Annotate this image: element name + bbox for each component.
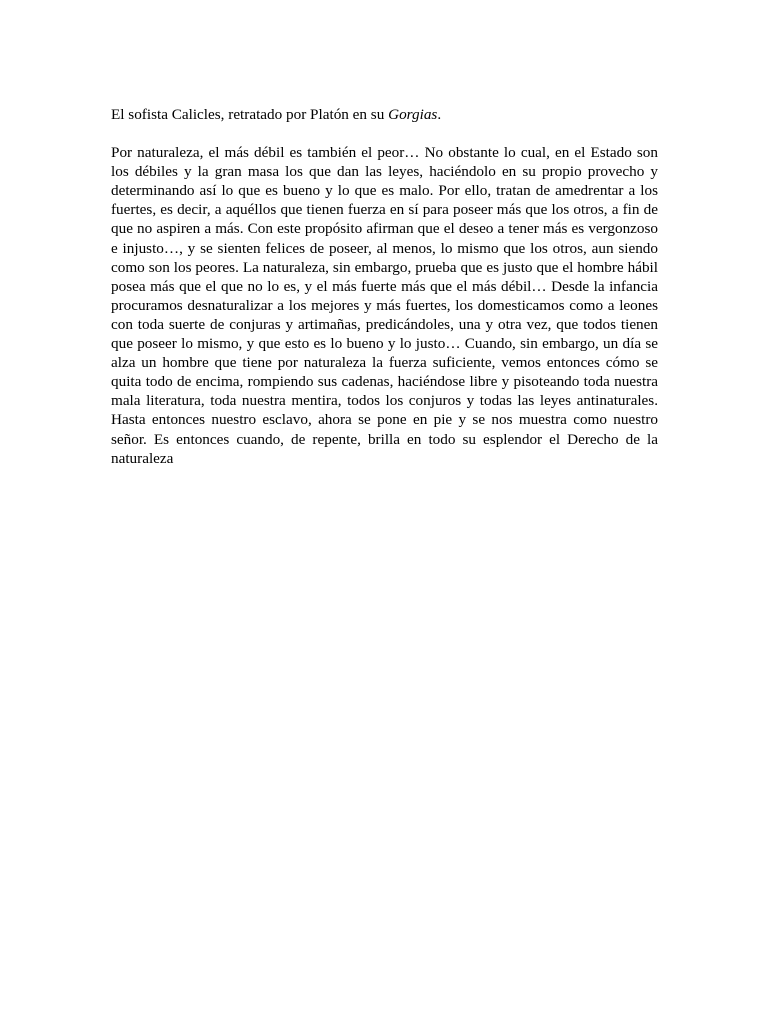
document-heading xyxy=(111,105,658,124)
heading-prefix: El sofista Calicles, retratado por Platón en su xyxy=(111,106,389,123)
heading-suffix: . xyxy=(437,106,442,123)
work-title: Gorgias xyxy=(388,106,438,123)
quote-paragraph: Por naturaleza, el más débil es también el peor… No obstante lo cual, en el Estado son los débiles y la gran masa los que dan las leyes, haciéndolo en su propio provecho y determinando así lo que es bueno y lo que es malo. Por ello, tratan de amedrentar a los fuertes, es decir, a aquéllos que tienen fuerza en sí para poseer más que los otros, a fin de que no aspiren a más. Con este propósito afirman que el deseo a tener más es vergonzoso e injusto…, y se sienten felices de poseer, al menos, lo mismo que los otros, aun siendo como son los peores. La naturaleza, sin embargo, prueba que es justo que el hombre hábil posea más que el que no lo es, y el más fuerte más que el más débil… Desde la infancia procuramos desnaturalizar a los mejores y más fuertes, los domesticamos como a leones con toda suerte de conjuras y artimañas, predicándoles, una y otra vez, que todos tienen que poseer lo mismo, y que esto es lo bueno y lo justo… Cuando, sin embargo, un día se alza un hombre que tiene por naturaleza la fuerza suficiente, vemos entonces cómo se quita todo de encima, rompiendo sus cadenas, haciéndose libre y pisoteando toda nuestra mala literatura, toda nuestra mentira, todos los conjuros y todas las leyes antinaturales. Hasta entonces nuestro esclavo, ahora se pone en pie y se nos muestra como nuestro señor. Es entonces cuando, de repente, brilla en todo su esplendor el Derecho de la naturaleza xyxy=(111,144,658,467)
document-body xyxy=(111,105,658,468)
